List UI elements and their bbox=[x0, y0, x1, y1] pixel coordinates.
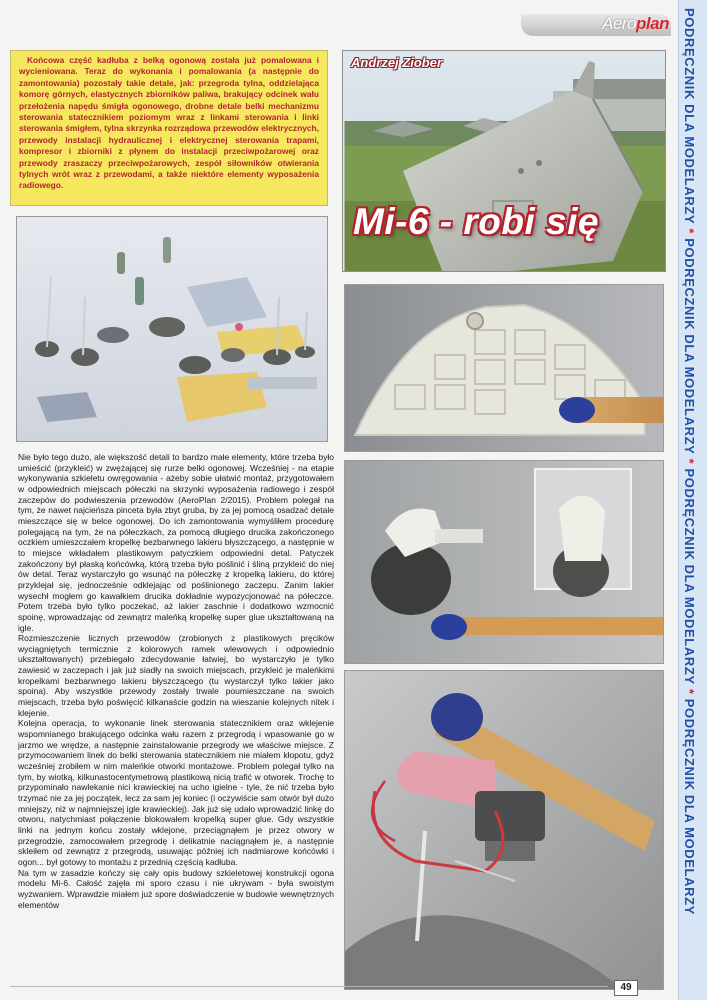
author-name: Andrzej Ziober bbox=[351, 55, 443, 70]
motor-detail-photo-graphic bbox=[345, 461, 664, 664]
sidebar-separator: * bbox=[682, 688, 697, 695]
body-paragraph: Rozmieszczenie licznych przewodów (zrobionych z plastikowych pręcików wyciągniętych termicznie z kolorowych ramek wlewowych i odpowiednio ukształtowanych) przebiegało zdecydowanie łatwiej, bo wystarczyło je tylko zawiesić w zaczepach i jak już siadły na swoich miejscach, przykleić je maleńkimi kropelkami bezbarwnego lakieru błyszczącego (tu wystarczył tylko lakier jako spoina). Aby wszystkie przewody zostały trwale poumieszczane na swoich miejscach, trzeba było poświęcić kilkanaście godzin na wieszanie kolejnych nitek i klejenie. bbox=[18, 633, 334, 718]
sidebar-segment: PODRĘCZNIK DLA MODELARZY bbox=[682, 238, 697, 455]
bottom-rule bbox=[10, 986, 608, 987]
sidebar-segment: PODRĘCZNIK DLA MODELARZY bbox=[682, 8, 697, 225]
parts-photo bbox=[16, 216, 328, 442]
bulkhead-photo-graphic bbox=[345, 285, 664, 452]
body-paragraph: Kolejna operacja, to wykonanie linek sterowania statecznikiem oraz wklejenie wspomnianego brakującego odcinka wału razem z przegrodą i wpasowanie go w jarzmo we wrędze, a następnie zainstalowanie przegrody we właściwe miejsce. Z przymocowaniem linek do belki sterowania statecznikiem nie miałem kłopotu, gdyż wcześniej zrobiłem w nim maleńkie otworki montażowe. Problem polegał tylko na tym, by wiotką, kilkunastocentymetrową plastikową nicią trafić w otworek. Trochę to przypominało nawlekanie nici krawieckiej na ucho igielne - tyle, że nić trzeba było trzymać nie za jej początek, lecz za sam jej koniec (i oczywiście sam otwór był dużo mniejszy, niż w najmniejszej igle krawieckiej). Jak już się udało wprowadzić linkę do otworu, natychmiast połączenie blokowałem kropelką super glue. Gdy wszystkie linki na jednym końcu zostały wklejone, przeciągnąłem je przez otwory w przegrodzie, zamocowałem przegrodę i delikatnie naciągnąłem je, a następnie skleiłem od zewnątrz z przegrodą, usuwając później ich nadmiarowe końcówki i ogon... był gotowy to montażu z przednią częścią kadłuba. bbox=[18, 718, 334, 867]
intro-text: Końcowa część kadłuba z belką ogonową została już pomalowana i wycieniowana. Teraz do wykonania i pomalowania (a następnie do zamontowania) pozostały takie detale, jak: przegroda tylna, oddzielająca komorę górnych, elastycznych zbiorników paliwa, brakujący odcinek wału przełożenia napędu śmigła ogonowego, drobne detale belki mechanizmu sterowania statecznikiem poziomym wraz z linkami sterowania i linki sterowania śmigłem, tylna skrzynka rozrządowa przewodów elektrycznych, przewody instalacji hydraulicznej i elektrycznej sterowania trapami, kompresor i zbiorniki z płynem do instalacji przeciwpożarowej oraz przewody zraszaczy przeciwpożarowych, zespół siłowników otwierania tylnych wrót wraz z przewodami, a także niektóre elementy wyposażenia radiowego. bbox=[19, 55, 319, 191]
title-photo bbox=[342, 50, 666, 272]
motor-detail-photo bbox=[344, 460, 664, 664]
sidebar-band bbox=[678, 0, 707, 1000]
bulkhead-photo bbox=[344, 284, 664, 452]
sidebar-segment: PODRĘCZNIK DLA MODELARZY bbox=[682, 698, 697, 915]
sidebar-separator: * bbox=[682, 458, 697, 465]
body-paragraph: Na tym w zasadzie kończy się cały opis budowy szkieletowej konstrukcji ogona modelu Mi-6. Całość zajęła mi sporo czasu i nie ukrywam - była swoistym wyzwaniem. Wprawdzie miałem już spore doświadczenie w budowie wewnętrznych elementów bbox=[18, 867, 334, 910]
gearbox-photo-graphic bbox=[345, 671, 664, 990]
sidebar-text bbox=[682, 8, 697, 915]
intro-box bbox=[10, 50, 328, 206]
gearbox-photo bbox=[344, 670, 664, 990]
body-paragraph: Nie było tego dużo, ale większość detali to bardzo małe elementy, które trzeba było umieścić (przykleić) w zwężającej się rurze belki ogonowej. Wcześniej - na etapie wykonywania szkieletu owręgowania - ażeby sobie ułatwić montaż, przygotowałem w odpowiednich miejscach półeczki na skrzynki wyposażenia radiowego i zespół zaczepów do podwieszenia przewodów (AeroPlan 2/2015). Problem polegał na tym, że nawet najcieńsza pinceta była zbyt gruba, by za jej pomocą osadzać detale mieszczące się w belce ogonowej. Do ich zamontowania wymyśliłem procedurę polegającą na tym, że na półeczkach, za pomocą długiego drucika zakończonego oczkiem umieszczałem kropelkę bezbarwnego lakieru błyszczącego, a następnie w to miejsce wkładałem plastikowym patyczkiem odpowiedni detal. Patyczek zakończony był płaską końcówką, którą trzeba było poślinić i śliną przykleić do niej ów detal. Teraz wystarczyło go wsunąć na półeczkę z kropelką lakieru, do której przyklejał się, jednocześnie odklejając od poślinionego zaczepu. Zanim lakier wysechł mogłem go kawałkiem drucika dokładnie wypozycjonować na półeczce. Potem trzeba było tylko poczekać, aż lakier zaschnie i dodatkowo wzmocnić spoinę, wprowadzając od zewnątrz maleńką kropelkę super glue ukształtowaną na igle. bbox=[18, 452, 334, 633]
parts-photo-graphic bbox=[17, 217, 328, 442]
sidebar-segment: PODRĘCZNIK DLA MODELARZY bbox=[682, 468, 697, 685]
logo-part-plan: plan bbox=[636, 14, 669, 33]
sidebar-separator: * bbox=[682, 228, 697, 235]
article-title: Mi-6 - robi się bbox=[353, 201, 599, 242]
article-body bbox=[18, 452, 334, 988]
page-number: 49 bbox=[614, 980, 638, 996]
logo-part-aero: Aero bbox=[602, 14, 637, 33]
aeroplan-logo bbox=[602, 14, 669, 34]
